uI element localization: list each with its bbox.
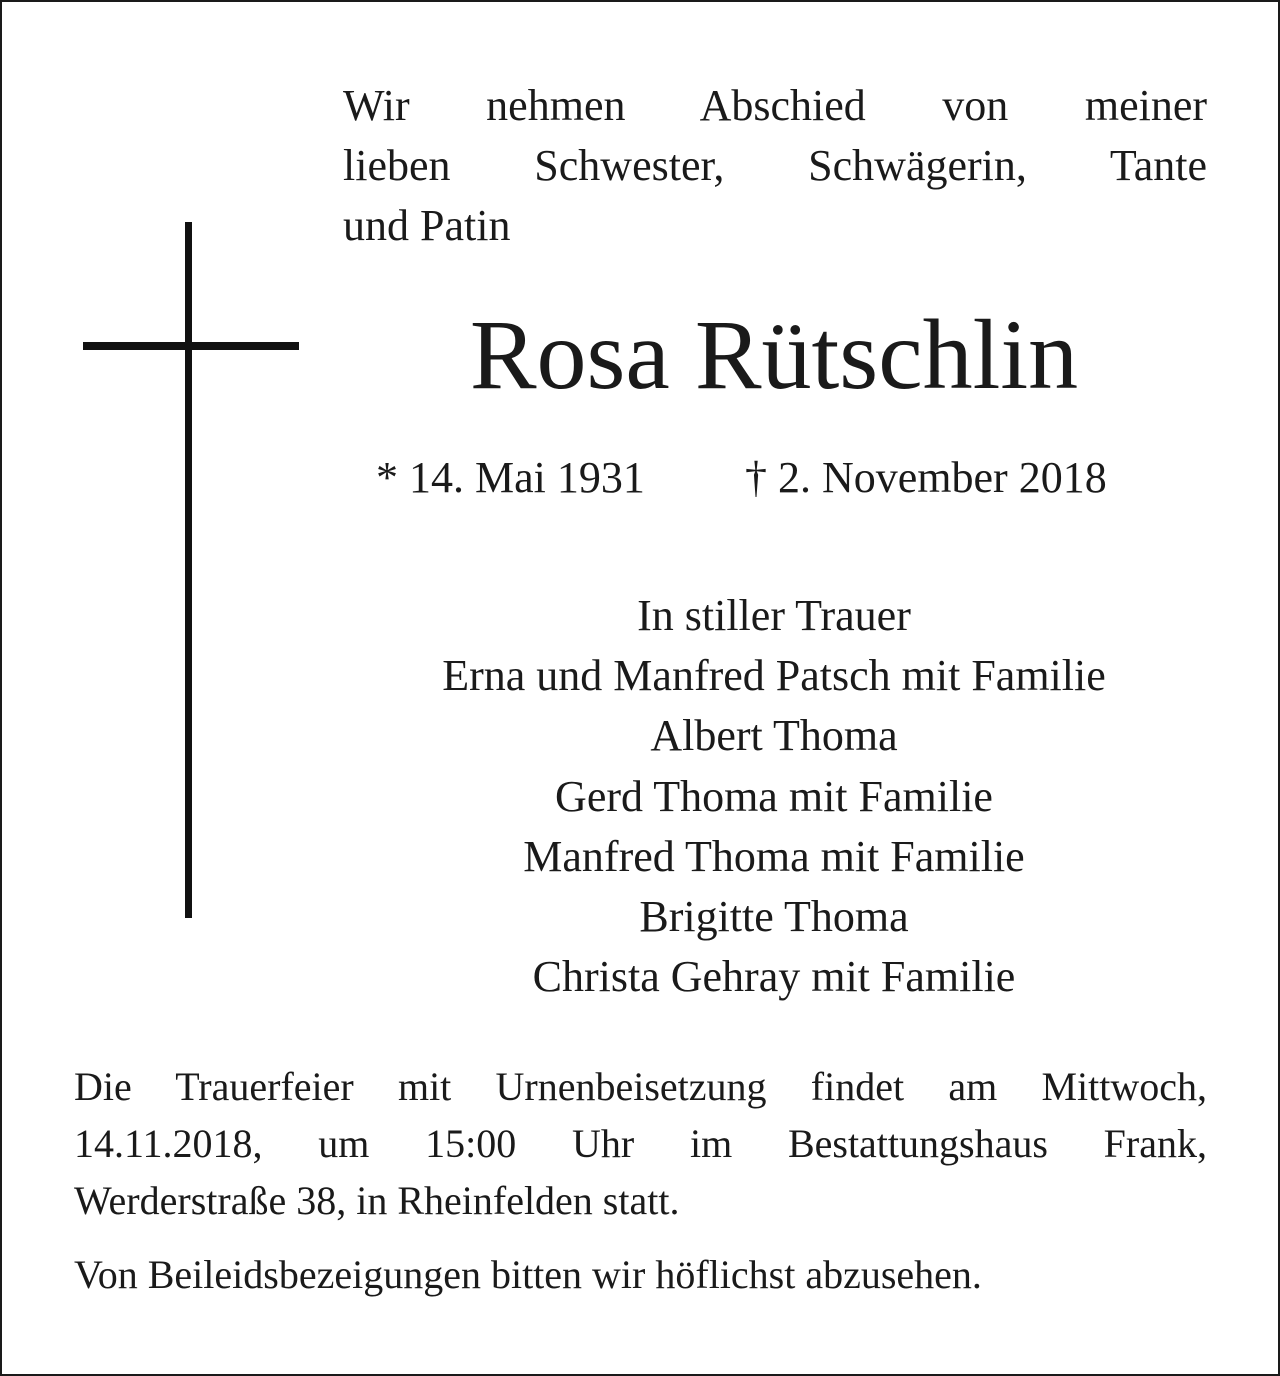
mourner-line: Christa Gehray mit Familie bbox=[532, 952, 1016, 1002]
mourner-line: Manfred Thoma mit Familie bbox=[523, 831, 1025, 881]
mourner-line: In stiller Trauer bbox=[637, 591, 911, 640]
funeral-info bbox=[74, 1058, 1207, 1229]
deceased-name: Rosa Rütschlin bbox=[469, 299, 1079, 410]
mourner-line: Albert Thoma bbox=[650, 711, 898, 761]
funeral-line: 14.11.2018, um 15:00 Uhr im Bestattungshaus Frank, bbox=[74, 1121, 1207, 1166]
cross-vertical-bar bbox=[185, 222, 192, 918]
mourner-line: Erna und Manfred Patsch mit Familie bbox=[442, 651, 1106, 701]
intro-text bbox=[343, 76, 1207, 256]
mourner-line: Gerd Thoma mit Familie bbox=[555, 771, 993, 821]
intro-line: lieben Schwester, Schwägerin, Tante bbox=[343, 141, 1207, 190]
condolence-note: Von Beileidsbezeigungen bitten wir höflichst abzusehen. bbox=[74, 1252, 982, 1297]
mourners-list bbox=[340, 586, 1208, 1007]
mourner-line: Brigitte Thoma bbox=[639, 892, 909, 942]
funeral-line: Werderstraße 38, in Rheinfelden statt. bbox=[74, 1178, 680, 1223]
funeral-line: Die Trauerfeier mit Urnenbeisetzung findet am Mittwoch, bbox=[74, 1064, 1207, 1109]
death-date: † 2. November 2018 bbox=[745, 453, 1107, 502]
birth-date: * 14. Mai 1931 bbox=[376, 453, 645, 502]
intro-line: Wir nehmen Abschied von meiner bbox=[343, 81, 1207, 130]
cross-horizontal-bar bbox=[83, 342, 299, 350]
intro-line: und Patin bbox=[343, 201, 511, 250]
